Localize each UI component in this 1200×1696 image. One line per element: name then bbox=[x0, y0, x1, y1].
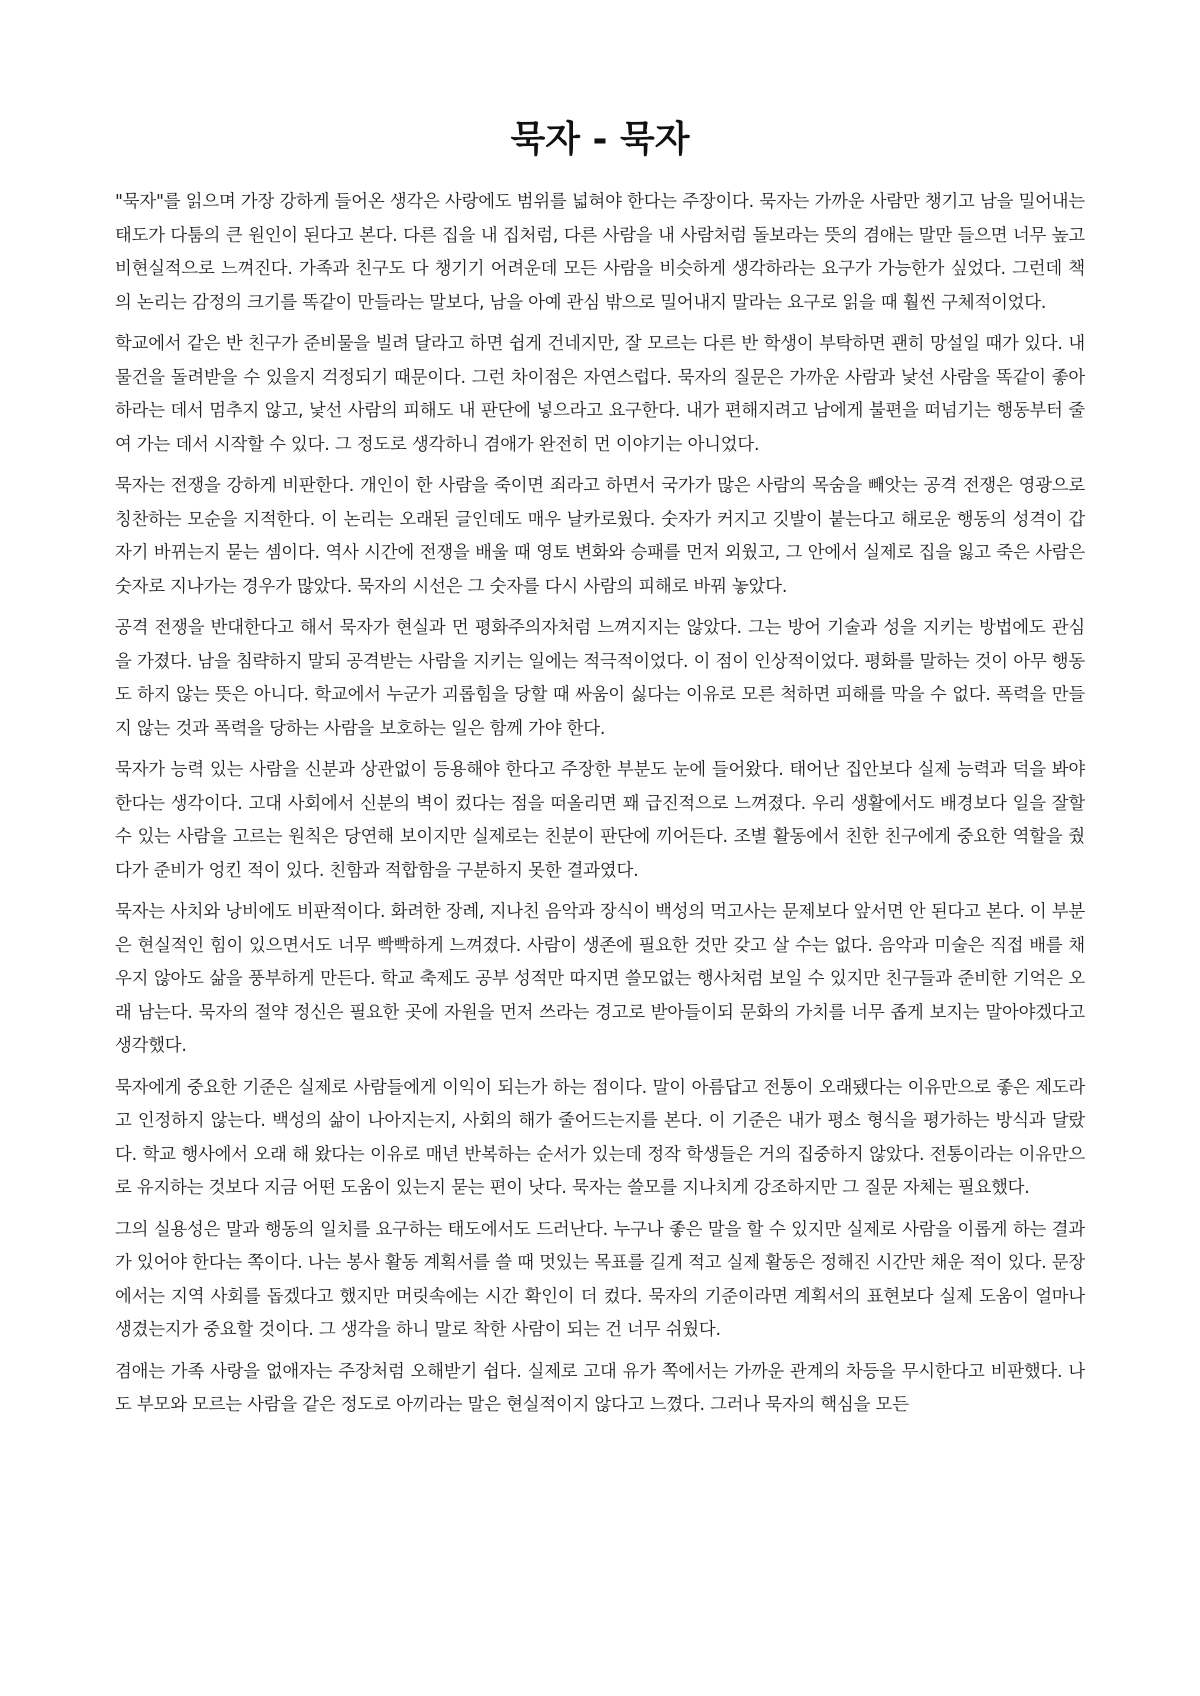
document-page bbox=[115, 112, 1085, 1431]
paragraph-5: 묵자가 능력 있는 사람을 신분과 상관없이 등용해야 한다고 주장한 부분도 눈에 들어왔다. 태어난 집안보다 실제 능력과 덕을 봐야 한다는 생각이다. 고대 사회에서 신분의 벽이 컸다는 점을 떠올리면 꽤 급진적으로 느껴졌다. 우리 생활에서도 배경보다 일을 잘할 수 있는 사람을 고르는 원칙은 당연해 보이지만 실제로는 친분이 판단에 끼어든다. 조별 활동에서 친한 친구에게 중요한 역할을 줬다가 준비가 엉킨 적이 있다. 친함과 적합함을 구분하지 못한 결과였다. bbox=[115, 760, 1085, 881]
paragraph-4: 공격 전쟁을 반대한다고 해서 묵자가 현실과 먼 평화주의자처럼 느껴지지는 않았다. 그는 방어 기술과 성을 지키는 방법에도 관심을 가졌다. 남을 침략하지 말되 공격받는 사람을 지키는 일에는 적극적이었다. 이 점이 인상적이었다. 평화를 말하는 것이 아무 행동도 하지 않는 뜻은 아니다. 학교에서 누군가 괴롭힘을 당할 때 싸움이 싫다는 이유로 모른 척하면 피해를 막을 수 없다. 폭력을 만들지 않는 것과 폭력을 당하는 사람을 보호하는 일은 함께 가야 한다. bbox=[115, 618, 1085, 739]
paragraph-8: 그의 실용성은 말과 행동의 일치를 요구하는 태도에서도 드러난다. 누구나 좋은 말을 할 수 있지만 실제로 사람을 이롭게 하는 결과가 있어야 한다는 쪽이다. 나는 봉사 활동 계획서를 쓸 때 멋있는 목표를 길게 적고 실제 활동은 정해진 시간만 채운 적이 있다. 문장에서는 지역 사회를 돕겠다고 했지만 머릿속에는 시간 확인이 더 컸다. 묵자의 기준이라면 계획서의 표현보다 실제 도움이 얼마나 생겼는지가 중요할 것이다. 그 생각을 하니 말로 착한 사람이 되는 건 너무 쉬웠다. bbox=[115, 1219, 1085, 1340]
paragraph-9: 겸애는 가족 사랑을 없애자는 주장처럼 오해받기 쉽다. 실제로 고대 유가 쪽에서는 가까운 관계의 차등을 무시한다고 비판했다. 나도 부모와 모르는 사람을 같은 정도로 아끼라는 말은 현실적이지 않다고 느꼈다. 그러나 묵자의 핵심을 모든 bbox=[115, 1361, 1085, 1415]
page-title: 묵자 - 묵자 bbox=[510, 119, 690, 160]
paragraph-7: 묵자에게 중요한 기준은 실제로 사람들에게 이익이 되는가 하는 점이다. 말이 아름답고 전통이 오래됐다는 이유만으로 좋은 제도라고 인정하지 않는다. 백성의 삶이 나아지는지, 사회의 해가 줄어드는지를 본다. 이 기준은 내가 평소 형식을 평가하는 방식과 달랐다. 학교 행사에서 오래 해 왔다는 이유로 매년 반복하는 순서가 있는데 정작 학생들은 거의 집중하지 않았다. 전통이라는 이유만으로 유지하는 것보다 지금 어떤 도움이 있는지 묻는 편이 낫다. 묵자는 쓸모를 지나치게 강조하지만 그 질문 자체는 필요했다. bbox=[115, 1077, 1085, 1198]
paragraph-1: "묵자"를 읽으며 가장 강하게 들어온 생각은 사랑에도 범위를 넓혀야 한다는 주장이다. 묵자는 가까운 사람만 챙기고 남을 밀어내는 태도가 다툼의 큰 원인이 된다고 본다. 다른 집을 내 집처럼, 다른 사람을 내 사람처럼 돌보라는 뜻의 겸애는 말만 들으면 너무 높고 비현실적으로 느껴진다. 가족과 친구도 다 챙기기 어려운데 모든 사람을 비슷하게 생각하라는 요구가 가능한가 싶었다. 그런데 책의 논리는 감정의 크기를 똑같이 만들라는 말보다, 남을 아예 관심 밖으로 밀어내지 말라는 요구로 읽을 때 훨씬 구체적이었다. bbox=[115, 192, 1085, 313]
paragraph-3: 묵자는 전쟁을 강하게 비판한다. 개인이 한 사람을 죽이면 죄라고 하면서 국가가 많은 사람의 목숨을 빼앗는 공격 전쟁은 영광으로 칭찬하는 모순을 지적한다. 이 논리는 오래된 글인데도 매우 날카로웠다. 숫자가 커지고 깃발이 붙는다고 해로운 행동의 성격이 갑자기 바뀌는지 묻는 셈이다. 역사 시간에 전쟁을 배울 때 영토 변화와 승패를 먼저 외웠고, 그 안에서 실제로 집을 잃고 죽은 사람은 숫자로 지나가는 경우가 많았다. 묵자의 시선은 그 숫자를 다시 사람의 피해로 바꿔 놓았다. bbox=[115, 476, 1085, 597]
paragraph-6: 묵자는 사치와 낭비에도 비판적이다. 화려한 장례, 지나친 음악과 장식이 백성의 먹고사는 문제보다 앞서면 안 된다고 본다. 이 부분은 현실적인 힘이 있으면서도 너무 빡빡하게 느껴졌다. 사람이 생존에 필요한 것만 갖고 살 수는 없다. 음악과 미술은 직접 배를 채우지 않아도 삶을 풍부하게 만든다. 학교 축제도 공부 성적만 따지면 쓸모없는 행사처럼 보일 수 있지만 친구들과 준비한 기억은 오래 남는다. 묵자의 절약 정신은 필요한 곳에 자원을 먼저 쓰라는 경고로 받아들이되 문화의 가치를 너무 좁게 보지는 말아야겠다고 생각했다. bbox=[115, 902, 1085, 1056]
paragraph-2: 학교에서 같은 반 친구가 준비물을 빌려 달라고 하면 쉽게 건네지만, 잘 모르는 다른 반 학생이 부탁하면 괜히 망설일 때가 있다. 내 물건을 돌려받을 수 있을지 걱정되기 때문이다. 그런 차이점은 자연스럽다. 묵자의 질문은 가까운 사람과 낯선 사람을 똑같이 좋아하라는 데서 멈추지 않고, 낯선 사람의 피해도 내 판단에 넣으라고 요구한다. 내가 편해지려고 남에게 불편을 떠넘기는 행동부터 줄여 가는 데서 시작할 수 있다. 그 정도로 생각하니 겸애가 완전히 먼 이야기는 아니었다. bbox=[115, 334, 1085, 455]
